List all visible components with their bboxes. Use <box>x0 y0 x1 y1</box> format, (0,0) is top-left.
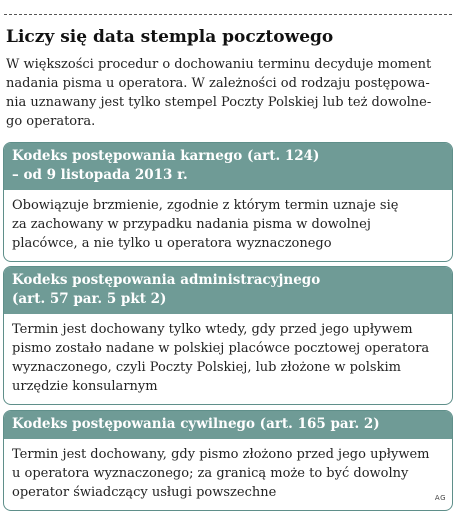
intro-paragraph <box>6 55 450 131</box>
card-body-line: Termin jest dochowany tylko wtedy, gdy przed jego upływem <box>12 322 413 337</box>
card-administrative-code <box>3 266 453 405</box>
intro-line: nia uznawany jest tylko stempel Poczty Polskiej lub też dowolne- <box>6 95 432 110</box>
card-heading-line: Kodeks postępowania administracyjnego <box>12 272 321 288</box>
card-heading-line: (art. 57 par. 5 pkt 2) <box>12 291 167 307</box>
page-title: Liczy się data stempla pocztowego <box>6 27 334 47</box>
card-heading-line: Kodeks postępowania karnego (art. 124) <box>12 148 320 164</box>
top-divider <box>4 14 452 15</box>
card-body-line: Obowiązuje brzmienie, zgodnie z którym termin uznaje się <box>12 198 399 213</box>
card-body <box>4 314 452 404</box>
card-heading-line: – od 9 listopada 2013 r. <box>12 167 188 183</box>
card-body <box>4 190 452 261</box>
author-credit: AG <box>434 494 446 502</box>
card-body-line: operator świadczący usługi powszechne <box>12 485 277 500</box>
card-body-line: wyznaczonego, czyli Poczty Polskiej, lub złożone w polskim <box>12 360 401 375</box>
card-body-line: u operatora wyznaczonego; za granicą może to być dowolny <box>12 466 409 481</box>
intro-line: nadania pisma u operatora. W zależności od rodzaju postępowa- <box>6 76 430 91</box>
card-heading <box>4 143 452 190</box>
card-body <box>4 439 452 510</box>
card-heading <box>4 411 452 439</box>
card-criminal-code <box>3 142 453 262</box>
intro-line: go operatora. <box>6 114 96 129</box>
card-civil-code <box>3 410 453 511</box>
card-heading <box>4 267 452 314</box>
card-body-line: placówce, a nie tylko u operatora wyznaczonego <box>12 236 332 251</box>
card-body-line: pismo zostało nadane w polskiej placówce pocztowej operatora <box>12 341 430 356</box>
card-body-line: urzędzie konsularnym <box>12 379 158 394</box>
card-heading-line: Kodeks postępowania cywilnego (art. 165 par. 2) <box>12 416 380 432</box>
card-body-line: za zachowany w przypadku nadania pisma w dowolnej <box>12 217 371 232</box>
intro-line: W większości procedur o dochowaniu terminu decyduje moment <box>6 57 432 72</box>
card-body-line: Termin jest dochowany, gdy pismo złożono przed jego upływem <box>12 447 430 462</box>
